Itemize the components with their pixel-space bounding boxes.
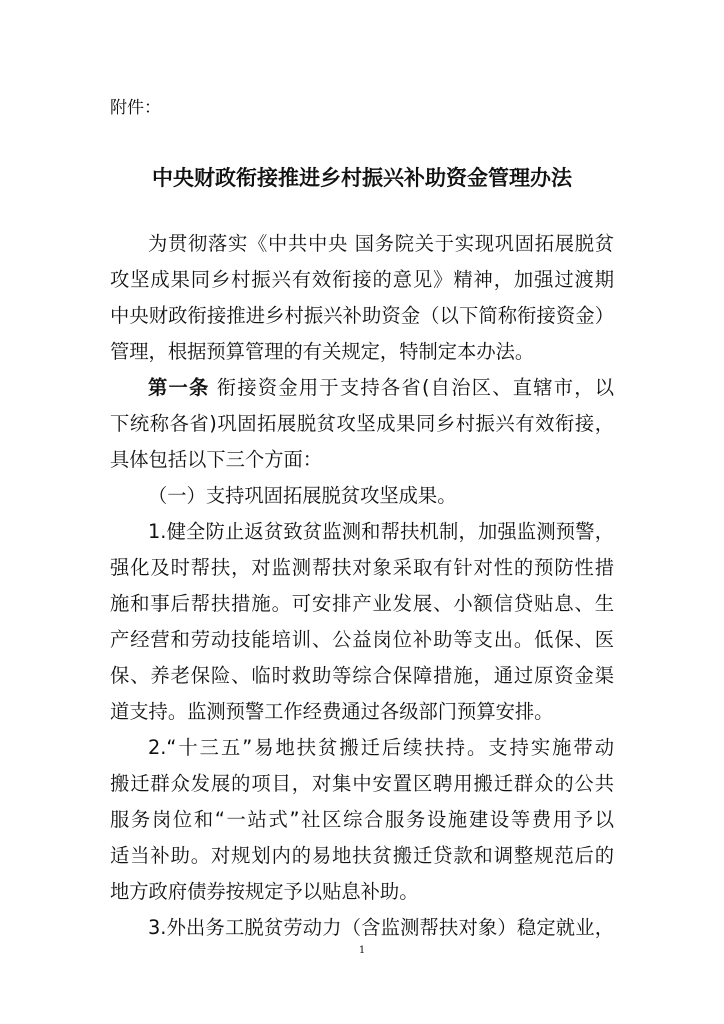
body-line: 管理，根据预算管理的有关规定，特制定本办法。: [110, 340, 535, 363]
section-heading: （一）支持巩固拓展脱贫攻坚成果。: [148, 484, 457, 507]
body-line: 适当补助。对规划内的易地扶贫搬迁贷款和调整规范后的: [110, 844, 614, 867]
article-1-line: 第一条 衔接资金用于支持各省(自治区、直辖市，以: [148, 376, 614, 399]
body-line: 产经营和劳动技能培训、公益岗位补助等支出。低保、医: [110, 628, 614, 651]
body-line: 服务岗位和“一站式”社区综合服务设施建设等费用予以: [110, 808, 614, 831]
body-line: 保、养老保险、临时救助等综合保障措施，通过原资金渠: [110, 664, 614, 687]
body-line: 为贯彻落实《中共中央 国务院关于实现巩固拓展脱贫: [148, 232, 614, 255]
article-heading: 第一条: [148, 376, 210, 399]
body-line: 具体包括以下三个方面：: [110, 448, 323, 471]
body-line: 地方政府债券按规定予以贴息补助。: [110, 880, 419, 903]
body-line: 道支持。监测预警工作经费通过各级部门预算安排。: [110, 700, 554, 723]
body-line: 施和事后帮扶措施。可安排产业发展、小额信贷贴息、生: [110, 592, 614, 615]
body-line: 1.健全防止返贫致贫监测和帮扶机制，加强监测预警，: [148, 520, 614, 543]
body-line: 强化及时帮扶，对监测帮扶对象采取有针对性的预防性措: [110, 556, 614, 579]
body-line: 攻坚成果同乡村振兴有效衔接的意见》精神，加强过渡期: [110, 268, 614, 291]
body-line: 2.“十三五”易地扶贫搬迁后续扶持。支持实施带动: [148, 736, 614, 759]
body-line: 中央财政衔接推进乡村振兴补助资金（以下简称衔接资金）: [110, 304, 614, 327]
body-line: 3.外出务工脱贫劳动力（含监测帮扶对象）稳定就业，: [148, 916, 614, 939]
document-title: 中央财政衔接推进乡村振兴补助资金管理办法: [152, 165, 572, 190]
page-number: 1: [358, 945, 366, 956]
body-line: 搬迁群众发展的项目，对集中安置区聘用搬迁群众的公共: [110, 772, 614, 795]
body-line: 下统称各省)巩固拓展脱贫攻坚成果同乡村振兴有效衔接，: [110, 412, 614, 435]
attachment-label: 附件：: [110, 98, 161, 118]
